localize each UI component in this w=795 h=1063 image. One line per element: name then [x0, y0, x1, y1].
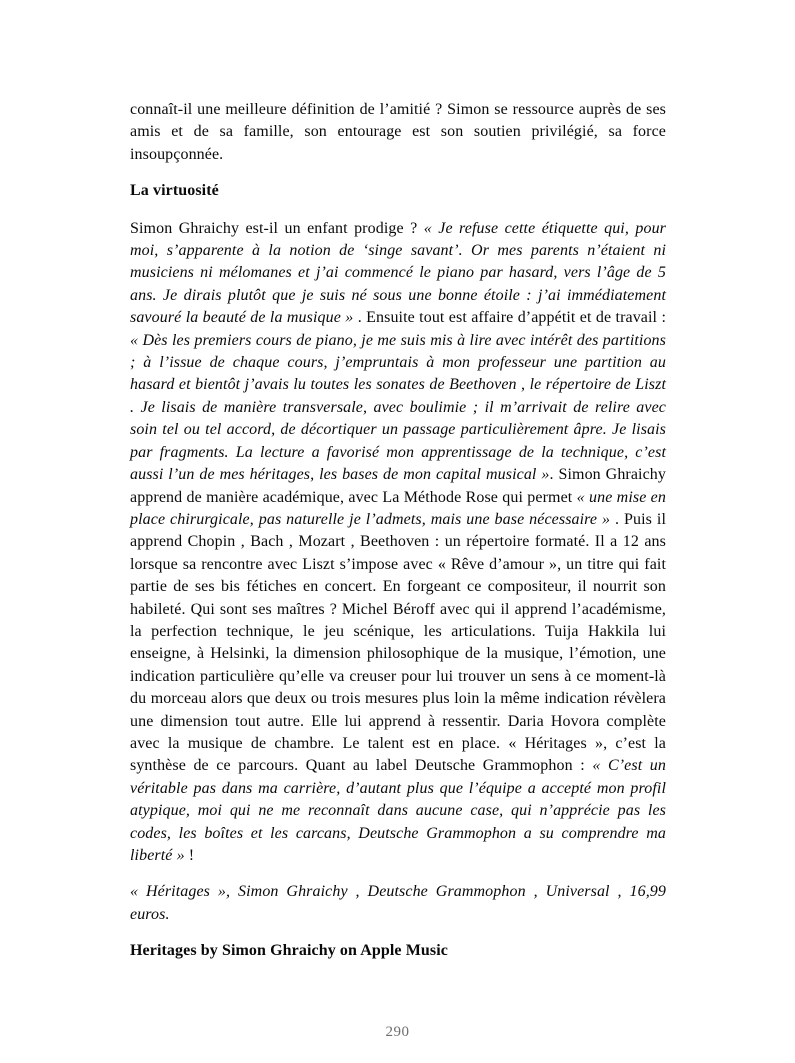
paragraph — [130, 218, 666, 868]
text-run-bold: La virtuosité — [130, 182, 219, 200]
text-run-normal: connaît-il une meilleure définition de l’amitié ? Simon se ressource auprès de ses amis et de sa famille, son entourage est son soutien privilégié, sa force insoupçonnée. — [130, 101, 666, 163]
text-run-italic: « Dès les premiers cours de piano, je me suis mis à lire avec intérêt des partitions ; à l’issue de chaque cours, j’empruntais à mon professeur une partition au hasard et bientôt j’avais lu toutes les sonates de Beethoven , le répertoire de Liszt . Je lisais de manière transversale, avec boulimie ; il m’arrivait de relire avec soin tel ou tel accord, de décortiquer un passage particulièrement âpre. Je lisais par fragments. La lecture a favorisé mon apprentissage de la technique, c’est aussi l’un de mes héritages, les bases de mon capital musical » — [130, 331, 666, 484]
text-run-italic: « Je refuse cette étiquette qui, pour moi, s’apparente à la notion de ‘singe savant’. Or mes parents n’étaient ni musiciens ni mélomanes et j’ai commencé le piano par hasard, vers l’âge de 5 ans. Je dirais plutôt que je suis né sous une bonne étoile : j’ai immédiatement savouré la beauté de la musique » — [130, 219, 667, 327]
text-run-normal: . Simon Ghraichy apprend de manière académique, avec La Méthode Rose qui permet — [130, 466, 667, 506]
section-heading — [130, 180, 666, 202]
text-run-italic: « Héritages », Simon Ghraichy , Deutsche Grammophon , Universal , 16,99 euros. — [130, 883, 666, 923]
section-heading — [130, 940, 666, 962]
paragraph — [130, 881, 666, 926]
paragraph — [130, 99, 666, 166]
page-number: 290 — [385, 1024, 410, 1040]
text-run-normal: . Puis il apprend Chopin , Bach , Mozart , Beethoven : un répertoire formaté. Il a 12 ans lorsque sa rencontre avec Liszt s’impose avec « Rêve d’amour », un titre qui fait partie de ses bis fétiches en concert. En forgeant ce compositeur, il nourrit son habileté. Qui sont ses maîtres ? Michel Béroff avec qui il apprend l’académisme, la perfection technique, le jeu scénique, les articulations. Tuija Hakkila lui enseigne, à Helsinki, la dimension philosophique de la musique, l’émotion, une indication particulière qu’elle va creuser pour lui trouver un sens à ce moment-là du morceau alors que deux ou trois mesures plus loin la même indication révèlera une dimension tout autre. Elle lui apprend à ressentir. Daria Hovora complète avec la musique de chambre. Le talent est en place. « Héritages », c’est la synthèse de ce parcours. Quant au label Deutsche Grammophon : — [130, 510, 666, 775]
text-run-normal: . Ensuite tout est affaire d’appétit et de travail : — [357, 309, 666, 327]
text-run-normal: ! — [184, 847, 195, 864]
document-content — [130, 99, 666, 978]
text-run-bold: Heritages by Simon Ghraichy on Apple Music — [130, 942, 448, 960]
text-run-normal: Simon Ghraichy est-il un enfant prodige ? — [130, 219, 424, 237]
text-run-italic: « une mise en place chirurgicale, pas naturelle je l’admets, mais une base nécessaire » — [130, 488, 666, 528]
text-run-italic: « C’est un véritable pas dans ma carrière, d’autant plus que l’équipe a accepté mon profil atypique, moi qui ne me reconnaît dans aucune case, qui n’apprécie pas les codes, les boîtes et les carcans, Deutsche Grammophon a su comprendre ma liberté » — [130, 757, 666, 864]
